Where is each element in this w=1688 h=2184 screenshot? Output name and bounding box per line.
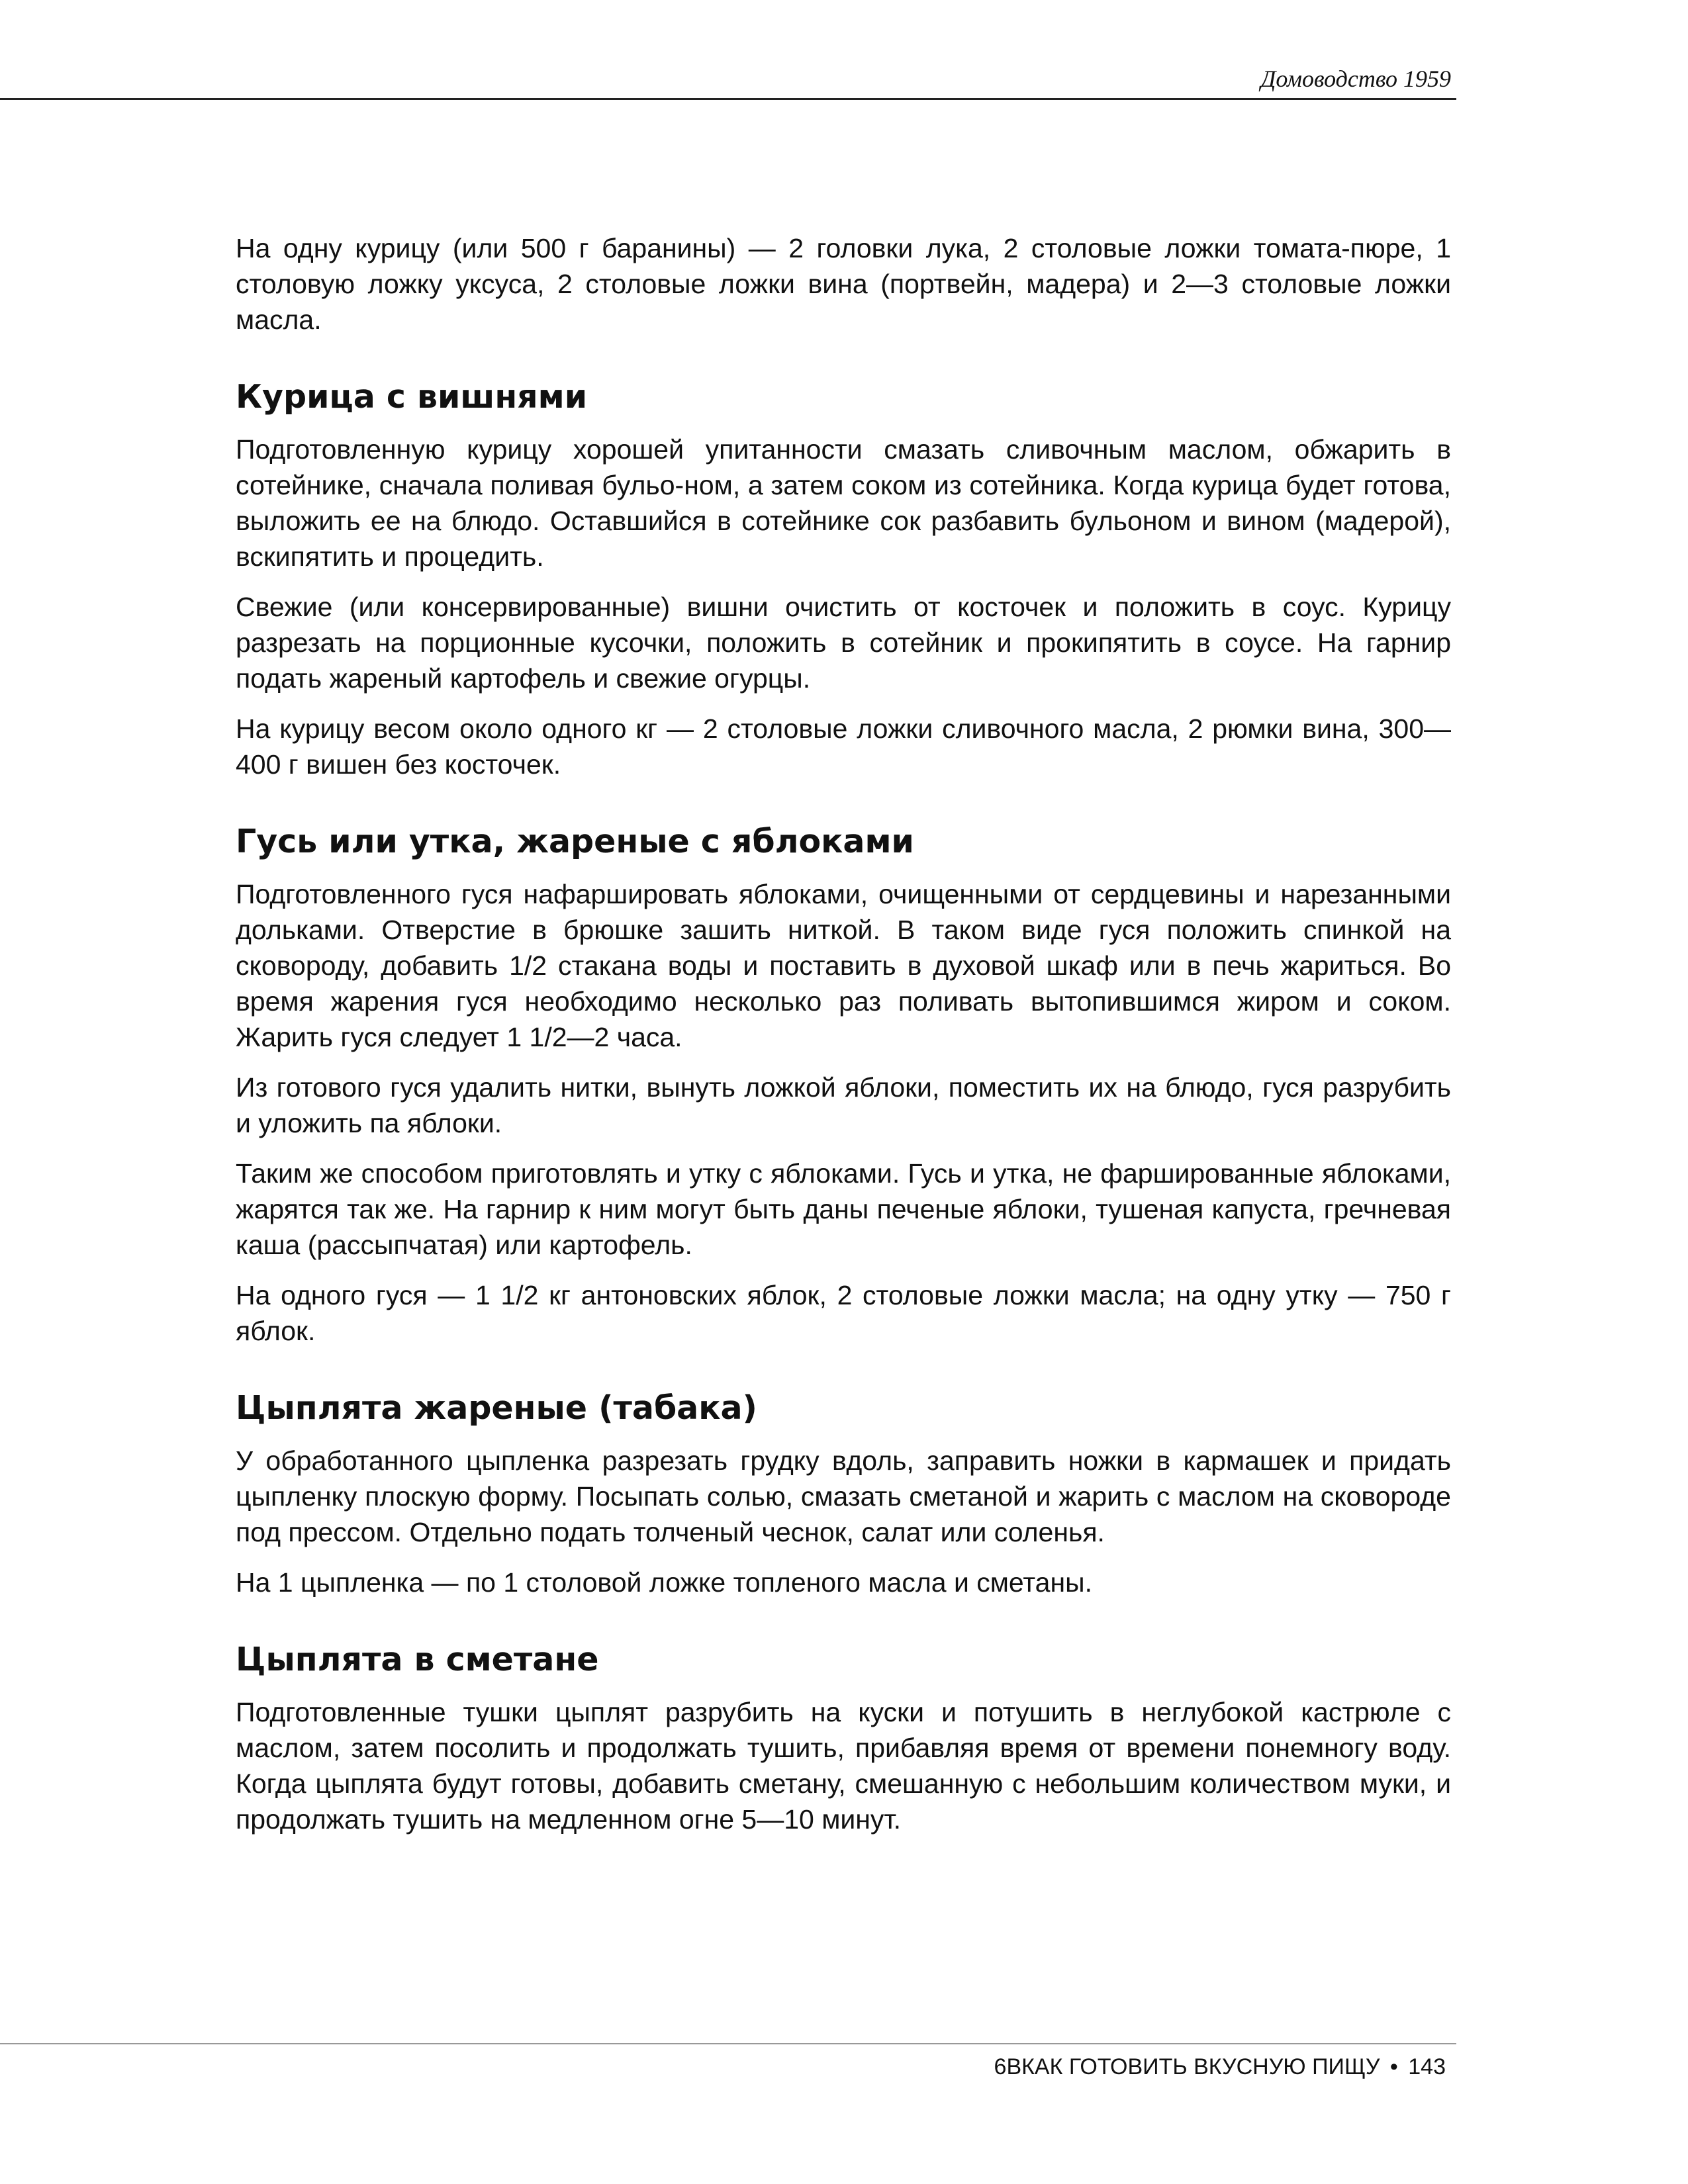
bullet-separator: •: [1389, 2054, 1398, 2079]
page-number: 143: [1408, 2054, 1446, 2079]
recipe-heading: Гусь или утка, жареные с яблоками: [236, 823, 914, 860]
paragraph: Подготовленную курицу хорошей упитанности смазать сливочным маслом, обжарить в сотейнике, сначала поливая бульо-ном, а затем соком из сотейника. Когда курица будет готова, выложить ее на блюдо. Оставшийся в сотейнике сок разбавить бульоном и вином (мадерой), вскипятить и процедить.: [236, 434, 1451, 572]
paragraph: На одну курицу (или 500 г баранины) — 2 головки лука, 2 столовые ложки томата-пюре, 1 столовую ложку уксуса, 2 столовые ложки вина (портвейн, мадера) и 2—3 столовые ложки масла.: [236, 233, 1451, 335]
recipe-heading: Курица с вишнями: [236, 378, 588, 416]
recipe-heading: Цыплята в сметане: [236, 1641, 599, 1678]
paragraph: У обработанного цыпленка разрезать грудку вдоль, заправить ножки в кармашек и придать цыпленку плоскую форму. Посыпать солью, смазать сметаной и жарить с маслом на сковороде под прессом. Отдельно подать толченый чеснок, салат или соленья.: [236, 1445, 1451, 1547]
footer-section-title: 6ВКАК ГОТОВИТЬ ВКУСНУЮ ПИЩУ: [994, 2054, 1380, 2079]
page-footer: [0, 2054, 1446, 2080]
paragraph: На курицу весом около одного кг — 2 столовые ложки сливочного масла, 2 рюмки вина, 300—400 г вишен без косточек.: [236, 713, 1451, 780]
paragraph: Из готового гуся удалить нитки, вынуть ложкой яблоки, поместить их на блюдо, гуся разрубить и уложить па яблоки.: [236, 1072, 1451, 1138]
paragraph: На 1 цыпленка — по 1 столовой ложке топленого масла и сметаны.: [236, 1567, 1092, 1598]
paragraph: Таким же способом приготовлять и утку с яблоками. Гусь и утка, не фаршированные яблоками, жарятся так же. На гарнир к ним могут быть даны печеные яблоки, тушеная капуста, гречневая каша (рассыпчатая) или картофель.: [236, 1158, 1451, 1260]
paragraph: Свежие (или консервированные) вишни очистить от косточек и положить в соус. Курицу разрезать на порционные кусочки, положить в сотейник и прокипятить в соусе. На гарнир подать жареный картофель и свежие огурцы.: [236, 592, 1451, 694]
page-content: [236, 230, 1451, 1852]
footer-rule: [0, 2043, 1456, 2044]
recipe-heading: Цыплята жареные (табака): [236, 1389, 757, 1427]
paragraph: Подготовленные тушки цыплят разрубить на куски и потушить в неглубокой кастрюле с маслом, затем посолить и продолжать тушить, прибавляя время от времени понемногу воду. Когда цыплята будут готовы, добавить сметану, смешанную с небольшим количеством муки, и продолжать тушить на медленном огне 5—10 минут.: [236, 1697, 1451, 1835]
header-rule: [0, 98, 1456, 100]
paragraph: На одного гуся — 1 1/2 кг антоновских яблок, 2 столовые ложки масла; на одну утку — 750 г яблок.: [236, 1280, 1451, 1346]
paragraph: Подготовленного гуся нафаршировать яблоками, очищенными от сердцевины и нарезанными дольками. Отверстие в брюшке зашить ниткой. В таком виде гуся положить спинкой на сковороду, добавить 1/2 стакана воды и поставить в духовой шкаф или в печь жариться. Во время жарения гуся необходимо несколько раз поливать вытопившимся жиром и соком. Жарить гуся следует 1 1/2—2 часа.: [236, 879, 1451, 1052]
running-title: Домоводство 1959: [1260, 66, 1451, 92]
